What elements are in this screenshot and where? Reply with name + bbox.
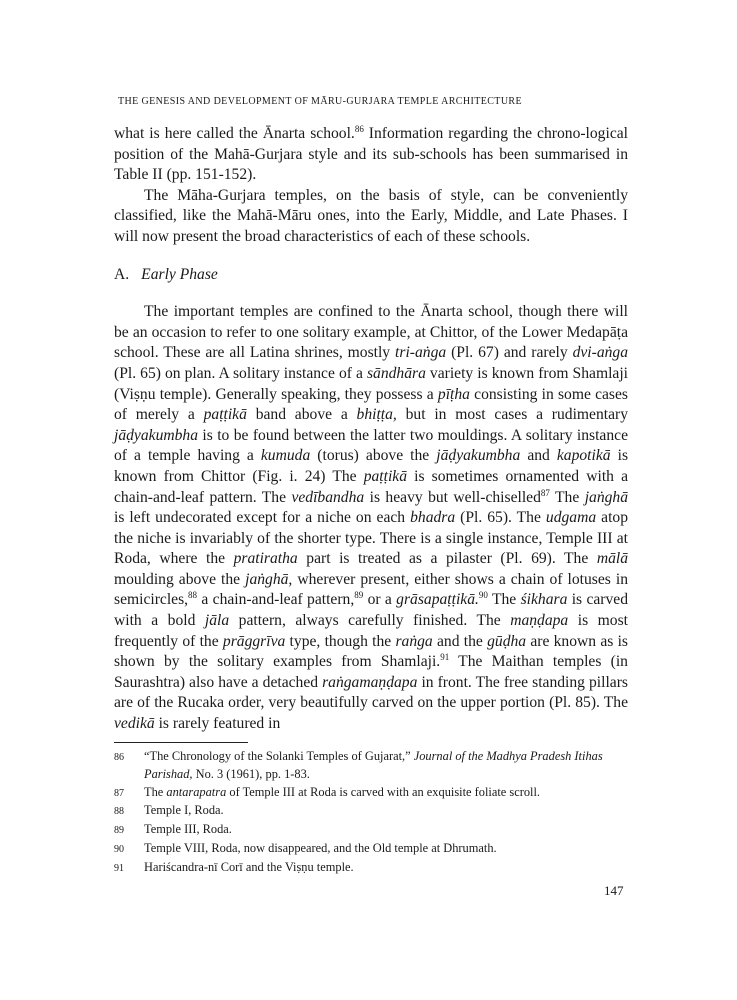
italic-term: grāsapaṭṭikā. bbox=[396, 591, 479, 609]
footnote bbox=[114, 821, 628, 840]
footnote-text bbox=[144, 802, 628, 821]
paragraph bbox=[114, 186, 628, 248]
italic-term: jaṅghā, bbox=[245, 570, 293, 588]
text-run: No. 3 (1961), pp. 1-83. bbox=[192, 766, 310, 781]
italic-term: paṭṭikā bbox=[363, 467, 408, 485]
footnote bbox=[114, 802, 628, 821]
italic-term: raṅga bbox=[395, 632, 433, 650]
text-run: a chain-and-leaf pattern, bbox=[197, 591, 355, 609]
italic-term: bhadra bbox=[410, 509, 456, 527]
footnote-number: 87 bbox=[114, 787, 124, 799]
text-run: The Maithan temples (in Saurashtra) also have a detached bbox=[114, 653, 628, 691]
italic-term: pratiratha bbox=[233, 550, 298, 568]
text-run: are known as is shown by the solitary examples from Shamlaji. bbox=[114, 632, 629, 671]
footnote-ref: 90 bbox=[478, 590, 488, 601]
text-run: (Pl. 65). The bbox=[455, 509, 546, 527]
italic-term: sāndhāra bbox=[366, 364, 426, 382]
text-run: Temple VIII, Roda, now disappeared, and the Old temple at Dhrumath. bbox=[144, 840, 497, 855]
text-run: “The Chronology of the Solanki Temples of Gujarat,” bbox=[144, 749, 414, 763]
text-run: The bbox=[549, 488, 585, 506]
text-run: Information regarding the chrono-logical position of the Mahā-Gurjara style and its sub-schools has been summarised in Table II (pp. 151-152). bbox=[114, 125, 628, 184]
text-run: The Māha-Gurjara temples, on the basis of style, can be conveniently classified, like the Mahā-Māru ones, into the Early, Middle, and Late Phases. I will now present the broad characteristics of each of these schools. bbox=[114, 186, 628, 245]
italic-term: vedikā bbox=[114, 715, 155, 733]
text-run: is rarely featured in bbox=[154, 715, 281, 733]
footnote-ref: 86 bbox=[354, 124, 364, 134]
text-run: The bbox=[487, 591, 521, 609]
text-run: (torus) above the bbox=[310, 447, 437, 465]
section-title: Early Phase bbox=[141, 265, 218, 283]
italic-term: dvi-aṅga bbox=[572, 344, 629, 362]
text-run: in front. The free standing pillars are of the Rucaka order, very beautifully carved on the upper portion (Pl. 85). The bbox=[114, 673, 628, 712]
text-run: part is treated as a pilaster (Pl. 69). The bbox=[297, 550, 597, 568]
footnote-text bbox=[144, 748, 628, 784]
italic-term: paṭṭikā bbox=[203, 406, 247, 424]
footnote-ref: 91 bbox=[440, 652, 450, 663]
footnote bbox=[114, 840, 628, 859]
text-run: (Pl. 65) on plan. A solitary instance of a bbox=[114, 364, 367, 382]
text-run: and bbox=[520, 447, 557, 465]
text-run: Temple III, Roda. bbox=[144, 822, 232, 837]
italic-term: jaṅghā bbox=[584, 488, 629, 506]
text-run: of Temple III at Roda is carved with an exquisite foliate scroll. bbox=[226, 784, 541, 799]
text-run: is known from Chittor (Fig. i. 24) The bbox=[114, 447, 629, 485]
text-run: is to be found between the latter two mouldings. A solitary instance of a temple having a bbox=[114, 426, 628, 465]
section-number: A. bbox=[114, 265, 130, 283]
italic-term: udgama bbox=[545, 509, 597, 527]
footnote-text bbox=[144, 859, 628, 878]
italic-term: pīṭha bbox=[437, 385, 470, 403]
italic-term: prāggrīva bbox=[222, 632, 286, 650]
paragraph bbox=[114, 124, 628, 186]
body-text bbox=[114, 124, 628, 735]
footnote bbox=[114, 859, 628, 878]
footnote bbox=[114, 784, 628, 803]
footnote-number: 89 bbox=[114, 825, 124, 837]
italic-term: mālā bbox=[596, 550, 628, 568]
text-run: (Pl. 67) and rarely bbox=[446, 344, 573, 362]
text-run: is most frequently of the bbox=[114, 612, 628, 650]
page-number: 147 bbox=[604, 883, 624, 898]
text-run: Hariścandra-nī Corī and the Viṣṇu temple. bbox=[144, 859, 354, 874]
text-run: moulding above the bbox=[114, 570, 246, 588]
footnote-number: 86 bbox=[114, 752, 124, 763]
footnote-number: 91 bbox=[114, 862, 124, 874]
text-run: atop the niche is invariably of the shorter type. There is a single instance, Temple III at Roda, where the bbox=[114, 509, 629, 568]
footnote-number: 88 bbox=[114, 806, 124, 818]
footnote-text bbox=[144, 840, 628, 859]
italic-term: kapotikā bbox=[556, 447, 611, 465]
italic-term: Journal of the Madhya Pradesh Itihas Parishad, bbox=[144, 749, 603, 781]
italic-term: kumuda bbox=[260, 447, 311, 465]
text-run: what is here called the Ānarta school. bbox=[114, 125, 355, 142]
italic-term: bhiṭṭa, bbox=[356, 406, 397, 424]
footnote-text bbox=[144, 784, 628, 803]
text-run: variety is known from Shamlaji (Viṣṇu temple). Generally speaking, they possess a bbox=[114, 364, 628, 403]
footnote-text bbox=[144, 821, 628, 840]
text-run: Temple I, Roda. bbox=[144, 803, 224, 818]
running-head: THE GENESIS AND DEVELOPMENT OF MĀRU-GURJARA TEMPLE ARCHITECTURE bbox=[118, 96, 523, 107]
text-run: type, though the bbox=[285, 632, 396, 650]
footnote-ref: 89 bbox=[354, 590, 364, 601]
text-run: and the bbox=[432, 632, 488, 650]
text-run: pattern, always carefully finished. The bbox=[229, 612, 511, 630]
text-run: band above a bbox=[246, 406, 357, 424]
italic-term: maṇḍapa bbox=[510, 612, 569, 630]
text-run: is carved with a bold bbox=[114, 591, 628, 630]
section-heading bbox=[114, 265, 628, 286]
paragraph bbox=[114, 302, 628, 734]
italic-term: jāla bbox=[204, 612, 230, 630]
italic-term: raṅgamaṇḍapa bbox=[322, 673, 418, 691]
italic-term: jāḍyakumbha bbox=[114, 426, 199, 444]
text-run: The bbox=[144, 784, 167, 799]
italic-term: jāḍyakumbha bbox=[436, 447, 521, 465]
text-run: consisting in some cases of merely a bbox=[114, 385, 628, 424]
italic-term: antarapatra bbox=[166, 784, 227, 799]
italic-term: tri-aṅga bbox=[395, 344, 447, 362]
footnote-rule bbox=[114, 742, 248, 743]
text-run: or a bbox=[363, 591, 397, 609]
footnotes bbox=[114, 748, 628, 878]
text-run: wherever present, either shows a chain of lotuses in semicircles, bbox=[114, 570, 628, 609]
text-run: is left undecorated except for a niche on each bbox=[114, 509, 411, 527]
footnote-ref: 88 bbox=[188, 590, 198, 601]
text-run: is sometimes ornamented with a chain-and-leaf pattern. The bbox=[114, 467, 628, 506]
footnote-ref: 87 bbox=[540, 487, 550, 498]
text-run: The important temples are confined to the Ānarta school, though there will be an occasion to refer to one solitary example, at Chittor, of the Lower Medapāṭa school. These are all Latina shrines, mostly bbox=[114, 303, 628, 362]
footnote bbox=[114, 748, 628, 784]
text-run: but in most cases a rudimentary bbox=[396, 406, 629, 424]
footnote-number: 90 bbox=[114, 843, 124, 855]
italic-term: vedībandha bbox=[291, 488, 365, 506]
text-run: is heavy but well-chiselled bbox=[364, 488, 541, 506]
italic-term: gūḍha bbox=[487, 632, 527, 650]
italic-term: śikhara bbox=[520, 591, 568, 609]
